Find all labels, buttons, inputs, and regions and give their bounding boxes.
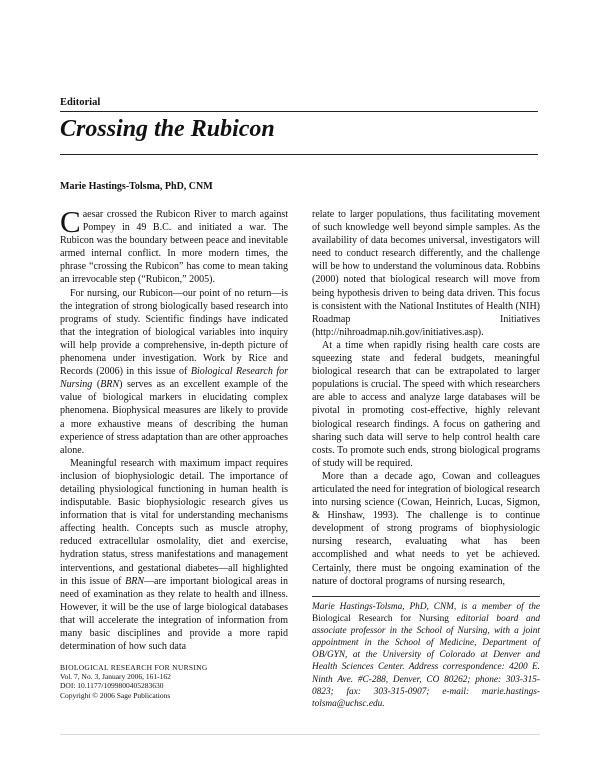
paragraph-3-text-a: Meaningful research with maximum impact requires inclusion of biophysiologic detail. The importance of detailing physiological functioning in human health is indisputable. Basic biophysiologic research gives us information that is vital for understanding mechanisms affecting health. Concepts such as muscle atrophy, reduced extracellular osmolality, diet and exercise, hydration status, stress manifestations and management interventions, and gestational diabetes—all highlighted in this issue of (60, 457, 288, 587)
footnote-text-a: Marie Hastings-Tolsma, PhD, CNM, is a member of the (312, 602, 540, 612)
journal-name: BIOLOGICAL RESEARCH FOR NURSING (60, 663, 208, 672)
right-column (312, 208, 540, 588)
paragraph-4: relate to larger populations, thus facilitating movement of such knowledge well beyond simple samples. As the availability of data becomes universal, investigators will need to conduct research differently, and the challenge will be how to understand the voluminous data. Robbins (2000) noted that biological research will move from being hypothesis driven to being data driven. This focus is consistent with the National Institutes of Health (NIH) Roadmap Initiatives (http://nihroadmap.nih.gov/initiatives.asp). (312, 209, 540, 338)
page-bottom-edge (60, 734, 540, 735)
paragraph-1 (60, 204, 288, 287)
paragraph-2-text-c: ) serves as an excellent example of the value of biological markers in elucidating complex phenomena. Biophysical measures are likely to provide a more exhaustive means of describing the human experience of stress adaptation than are other approaches alone. (60, 379, 288, 456)
author-name: Marie Hastings-Tolsma, PhD, CNM (60, 181, 213, 192)
footnote-text-b: editorial board and associate professor in the School of Nursing, with a joint appointment in the School of Medicine, Department of OB/GYN, at the University of Colorado at Denver and Health Sciences Center. Address correspondence: 4200 E. Ninth Ave. #C-288, Denver, CO 80262; phone: 303-315-0823; fax: 303-315-0907; e-mail: marie.hastings-tolsma@uchsc.edu. (312, 614, 540, 709)
journal-abbr-italic: BRN (100, 379, 120, 391)
paragraph-5: At a time when rapidly rising health care costs are squeezing state and federal budgets, meaningful biological research that can be extrapolated to larger populations is crucial. The speed with which researchers are able to access and analyze large databases will be pivotal in promoting cost-effective, highly relevant biological research findings. A focus on gathering and sharing such data will serve to help control health care costs. To promote such ends, strong biological programs of study will be required. (312, 339, 540, 469)
paragraph-2 (60, 287, 288, 457)
journal-info (60, 663, 208, 700)
title-rule-bottom (60, 154, 538, 155)
journal-name-italic: Biological Research for Nursing (60, 366, 288, 391)
paragraph-2-text-a: For nursing, our Rubicon—our point of no return—is the integration of strong biologically based research into programs of study. Scientific findings have indicated that the integration of biological variables into inquiry will help provide a comprehensive, in-depth picture of phenomena under investigation. Work by Rice and Records (2006) in this issue of (60, 287, 288, 378)
journal-abbr-italic: BRN (125, 575, 145, 587)
article-title: Crossing the Rubicon (60, 116, 275, 142)
paragraph-3-text-b: —are important biological areas in need of examination as they relate to health and illness. However, it will be the use of large biological databases that will accelerate the integration of information from many basic disciplines and provide a more rapid determination of how such data (60, 575, 288, 653)
left-column (60, 204, 288, 653)
paragraph-1-text: aesar crossed the Rubicon River to march against Pompey in 49 B.C. and initiated a war. The Rubicon was the boundary between peace and inevitable armed internal conflict. In more modern times, the phrase “crossing the Rubicon” has come to mean taking an irrevocable step (“Rubicon,” 2005). (60, 209, 288, 286)
paragraph-2-text-b: ( (92, 379, 101, 391)
journal-copyright: Copyright © 2006 Sage Publications (60, 690, 171, 700)
paragraph-3 (60, 457, 288, 653)
section-label: Editorial (60, 97, 101, 108)
title-rule-top (60, 111, 538, 112)
paragraph-6: More than a decade ago, Cowan and colleagues articulated the need for integration of biological research into nursing science (Cowan, Heinrich, Lucas, Sigmon, & Hinshaw, 1993). The challenge is to continue development of strong programs of biophysiologic nursing research, evaluating what has been accomplished and what needs to yet be achieved. Certainly, there must be ongoing examination of the nature of doctoral programs of nursing research, (312, 470, 540, 587)
footnote-rule (312, 596, 540, 597)
drop-cap: C (60, 204, 81, 239)
footnote-journal: Biological Research for Nursing (312, 614, 449, 625)
journal-volume: Vol. 7, No. 3, January 2006, 161-162 (60, 672, 171, 682)
journal-doi: DOI: 10.1177/1099800405283630 (60, 681, 164, 691)
author-footnote (312, 601, 540, 710)
